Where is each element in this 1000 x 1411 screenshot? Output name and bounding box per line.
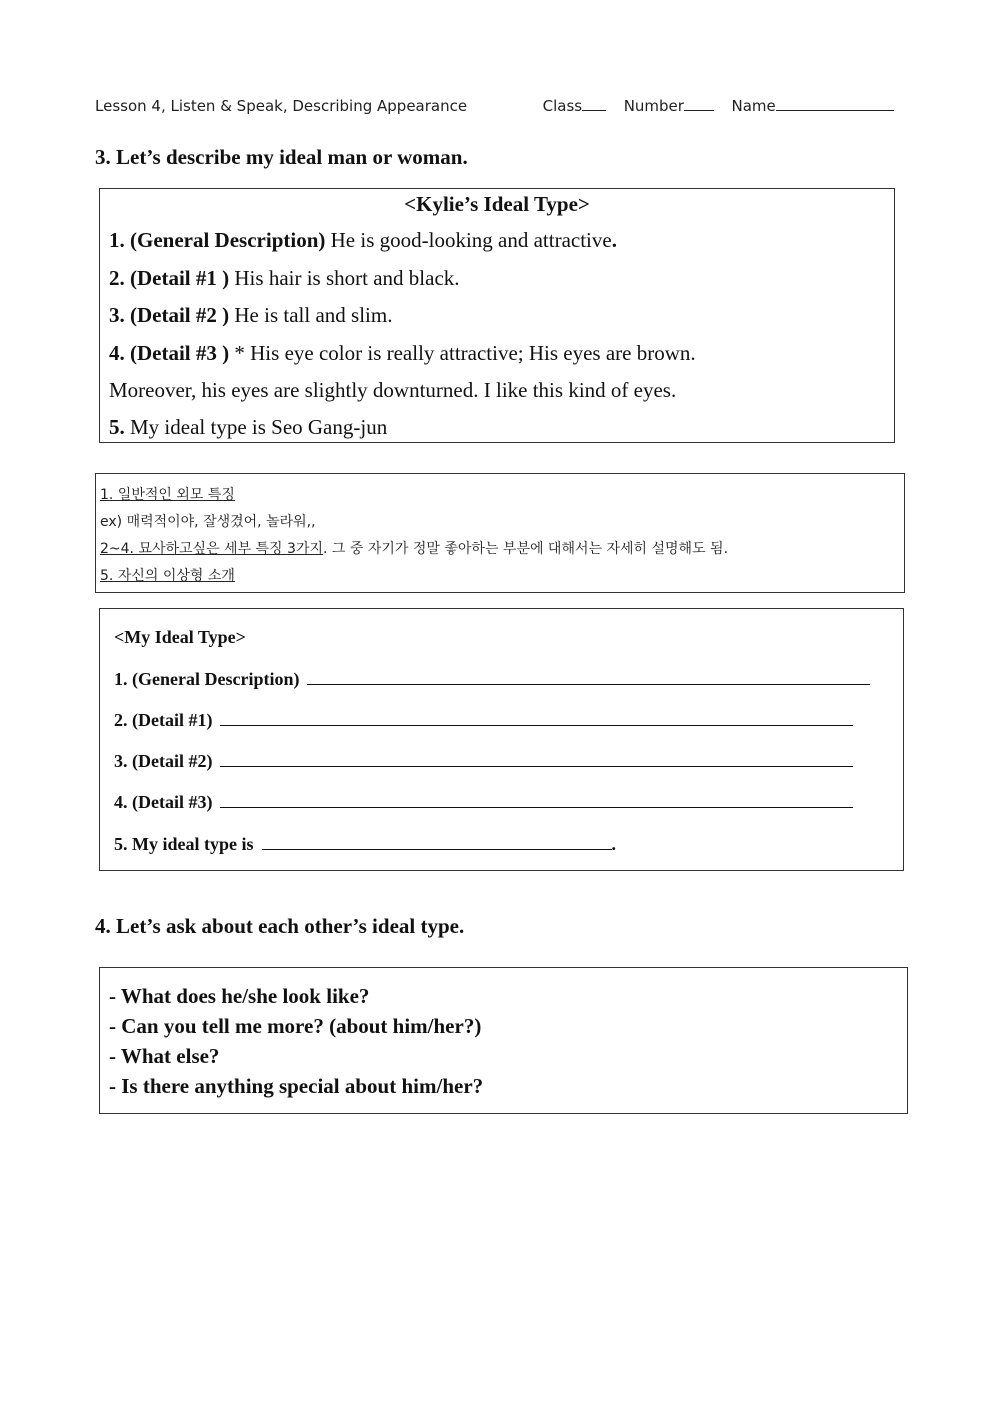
my-line-3: 3. (Detail #2): [114, 750, 853, 772]
section3-title: 3. Let’s describe my ideal man or woman.: [95, 145, 468, 169]
kylie-line-5: 5. My ideal type is Seo Gang-jun: [109, 415, 388, 439]
note-line-1: 1. 일반적인 외모 특징: [100, 487, 235, 503]
class-label: Class: [542, 97, 583, 115]
kylie-line-4: 4. (Detail #3 ) * His eye color is really attractive; His eyes are brown.: [109, 341, 696, 365]
detail-2-blank[interactable]: [220, 750, 853, 767]
detail-1-blank[interactable]: [220, 709, 853, 726]
general-description-blank[interactable]: [307, 668, 870, 685]
note-line-2: ex) 매력적이야, 잘생겼어, 놀라워,,: [100, 514, 316, 530]
kylie-line-2: 2. (Detail #1 ) His hair is short and black.: [109, 266, 460, 290]
question-1: - What does he/she look like?: [109, 984, 370, 1008]
my-line-4: 4. (Detail #3): [114, 791, 853, 813]
my-line-1: 1. (General Description): [114, 668, 870, 690]
question-2: - Can you tell me more? (about him/her?): [109, 1014, 482, 1038]
kylie-line-4-continued: Moreover, his eyes are slightly downturned. I like this kind of eyes.: [109, 378, 677, 402]
question-3: - What else?: [109, 1044, 220, 1068]
ideal-type-blank[interactable]: [262, 833, 612, 850]
instructions-box: [95, 473, 905, 593]
my-ideal-type-title: <My Ideal Type>: [114, 627, 246, 647]
my-line-5: 5. My ideal type is .: [114, 834, 616, 854]
note-line-3: 2~4. 묘사하고싶은 세부 특징 3가지. 그 중 자기가 정말 좋아하는 부분에 대해서는 자세히 설명해도 됨.: [100, 541, 729, 557]
question-4: - Is there anything special about him/her?: [109, 1074, 484, 1098]
section4-title: 4. Let’s ask about each other’s ideal type.: [95, 914, 465, 938]
my-ideal-type-box: [99, 608, 904, 871]
questions-box: [99, 967, 908, 1114]
kylie-line-1: 1. (General Description) He is good-looking and attractive.: [109, 228, 617, 252]
worksheet-header: [95, 96, 894, 115]
name-blank[interactable]: [776, 96, 894, 111]
note-line-4: 5. 자신의 이상형 소개: [100, 568, 235, 584]
number-blank[interactable]: [684, 96, 714, 111]
kylie-title: <Kylie’s Ideal Type>: [404, 192, 590, 216]
class-blank[interactable]: [582, 96, 606, 111]
kylie-line-3: 3. (Detail #2 ) He is tall and slim.: [109, 303, 393, 327]
lesson-title: Lesson 4, Listen & Speak, Describing Appearance: [95, 97, 468, 115]
my-line-2: 2. (Detail #1): [114, 709, 853, 731]
detail-3-blank[interactable]: [220, 791, 853, 808]
number-label: Number: [623, 97, 684, 115]
name-label: Name: [731, 97, 776, 115]
kylie-example-box: [99, 188, 895, 443]
